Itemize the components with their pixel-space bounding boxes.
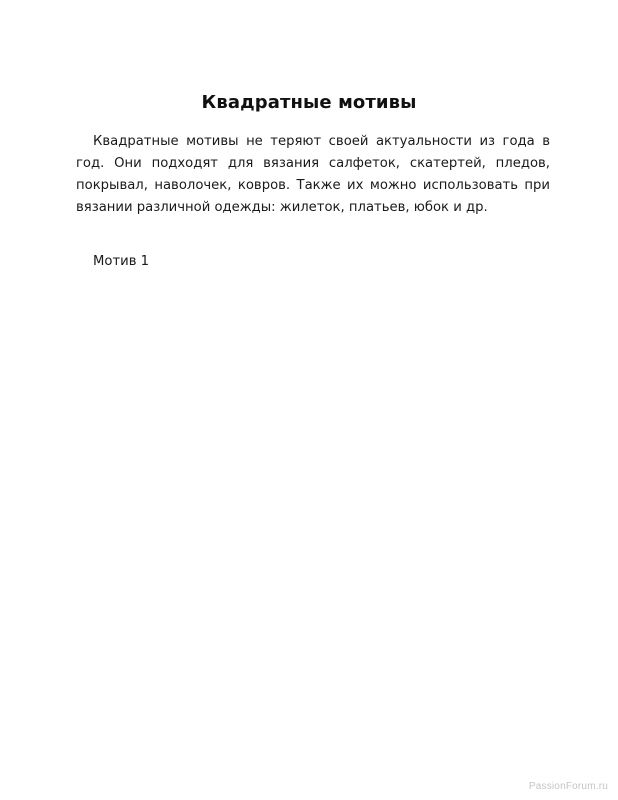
- intro-paragraph: Квадратные мотивы не теряют своей актуальности из года в год. Они подходят для вязания салфеток, скатертей, пледов, покрывал, наволочек, ковров. Также их можно использовать при вязании различной одежды: жилеток, платьев, юбок и др.: [76, 134, 550, 215]
- page-title: Квадратные мотивы: [201, 92, 417, 113]
- motif-label: Мотив 1: [93, 254, 150, 269]
- watermark: PassionForum.ru: [528, 781, 608, 792]
